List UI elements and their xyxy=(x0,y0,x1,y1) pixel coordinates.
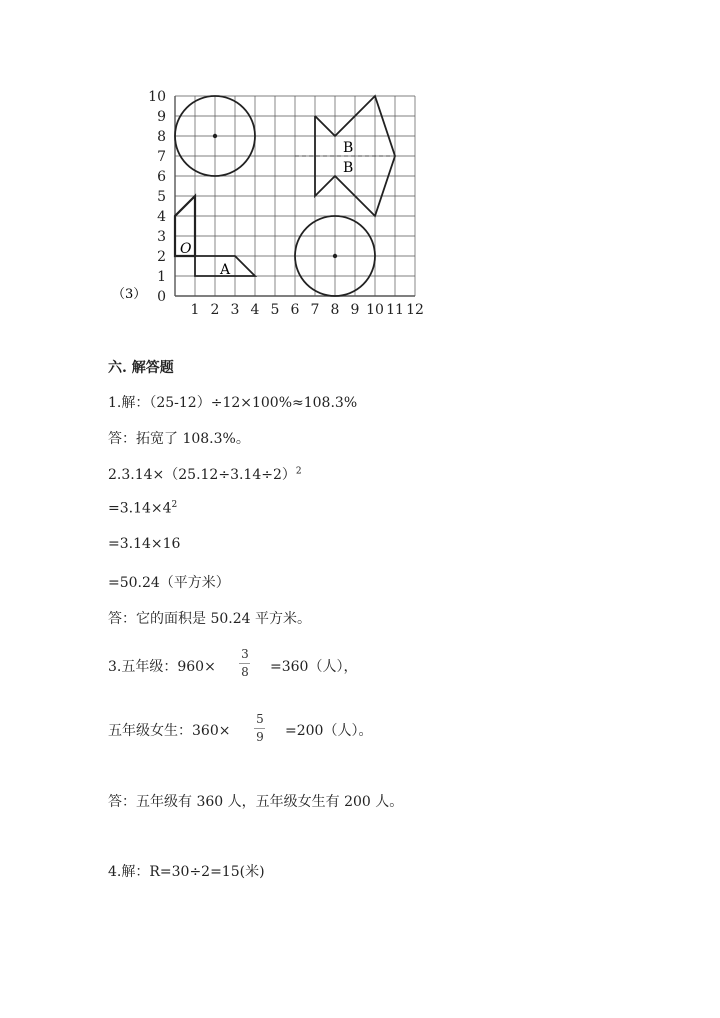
answer-3-line-1-post: =360（人）， xyxy=(270,659,358,675)
answer-2-step-1-exponent: 2 xyxy=(171,500,178,510)
answer-3-line-1-pre: 3.五年级：960× xyxy=(108,659,216,675)
part-label: （3） xyxy=(112,287,147,302)
circle-bottom-right-center xyxy=(333,254,337,258)
grid-figure xyxy=(0,0,720,330)
fraction-5-9-denominator: 9 xyxy=(256,730,264,744)
x-tick-label: 8 xyxy=(330,302,340,318)
circle-top-left-center xyxy=(213,134,217,138)
y-tick-label: 5 xyxy=(157,189,166,205)
answer-3-line-2-post: =200（人）。 xyxy=(285,723,373,739)
fraction-3-8-numerator: 3 xyxy=(241,647,249,661)
answer-2-step-1: =3.14×4 xyxy=(108,500,172,517)
shape-b-bottom-label: B xyxy=(343,160,354,176)
x-tick-label: 7 xyxy=(310,302,320,318)
y-tick-label: 8 xyxy=(157,129,166,145)
x-tick-label: 4 xyxy=(250,302,260,318)
y-tick-label: 0 xyxy=(157,289,166,305)
answer-1-work: 1.解：（25-12）÷12×100%≈108.3% xyxy=(108,395,358,411)
x-tick-label: 3 xyxy=(230,302,240,318)
answer-3-line-2-pre: 五年级女生：360× xyxy=(108,723,231,739)
section-title: 六. 解答题 xyxy=(108,360,174,376)
y-tick-label: 4 xyxy=(157,209,166,225)
shape-a-label: A xyxy=(220,262,231,278)
y-tick-label: 6 xyxy=(157,169,166,185)
fraction-5-9-bar xyxy=(254,728,265,729)
answer-1-result: 答：拓宽了 108.3%。 xyxy=(108,431,250,447)
x-tick-label: 11 xyxy=(386,302,404,318)
grid-lines xyxy=(175,96,415,296)
y-tick-label: 9 xyxy=(157,109,166,125)
x-tick-label: 2 xyxy=(210,302,220,318)
answer-3-result: 答：五年级有 360 人，五年级女生有 200 人。 xyxy=(108,794,404,810)
answer-2-line-3: =3.14×16 xyxy=(108,536,181,552)
fraction-3-8-denominator: 8 xyxy=(241,665,249,679)
answer-2-line-4: =50.24（平方米） xyxy=(108,575,230,591)
y-tick-label: 3 xyxy=(157,229,166,245)
fraction-3-8-bar xyxy=(239,663,250,664)
x-tick-label: 12 xyxy=(406,302,424,318)
y-tick-label: 1 xyxy=(157,269,166,285)
answer-2-line-2 xyxy=(108,500,177,517)
y-tick-label: 7 xyxy=(157,149,166,165)
answer-2-expression: 2.3.14×（25.12÷3.14÷2） xyxy=(108,467,296,483)
x-tick-label: 6 xyxy=(290,302,300,318)
y-tick-label: 2 xyxy=(157,249,166,265)
answer-2-result: 答：它的面积是 50.24 平方米。 xyxy=(108,611,311,627)
y-tick-label: 10 xyxy=(148,89,166,105)
shape-b-top-label: B xyxy=(343,140,354,156)
x-tick-label: 10 xyxy=(366,302,384,318)
answer-4-work: 4.解：R=30÷2=15(米) xyxy=(108,864,265,880)
x-tick-label: 5 xyxy=(270,302,280,318)
x-tick-label: 1 xyxy=(190,302,200,318)
fraction-5-9-numerator: 5 xyxy=(256,712,264,726)
point-o-label: O xyxy=(180,241,192,257)
axis-ticks xyxy=(148,89,424,318)
answer-2-exponent: 2 xyxy=(295,466,302,477)
answer-2-line-1 xyxy=(108,464,302,484)
x-tick-label: 9 xyxy=(350,302,360,318)
